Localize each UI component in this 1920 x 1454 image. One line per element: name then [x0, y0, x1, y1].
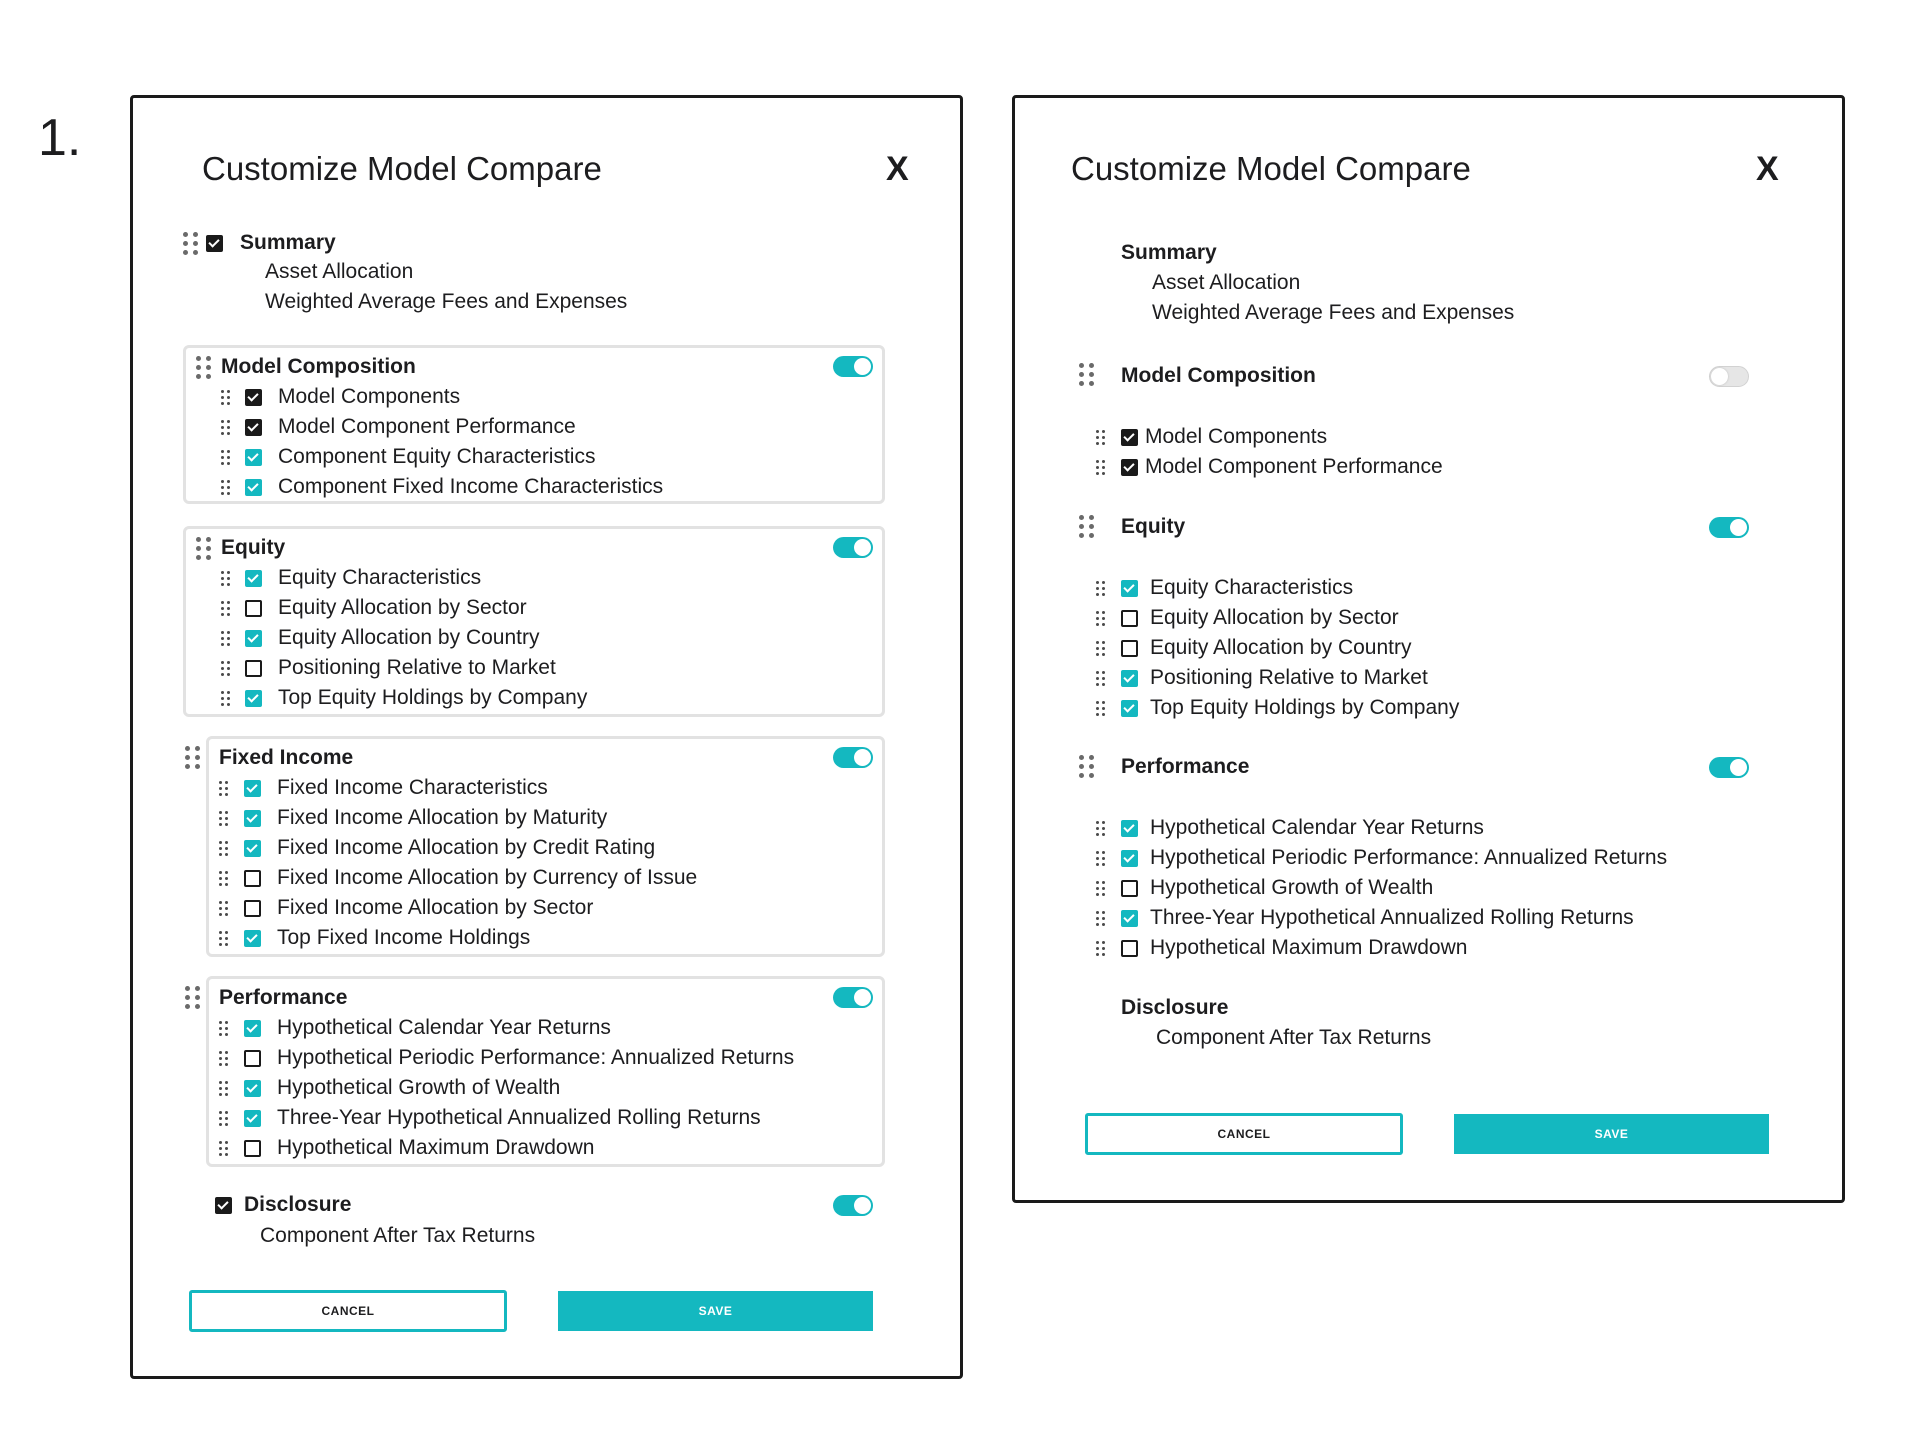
section-label-disclosure: Disclosure: [1121, 996, 1229, 1019]
section-label-disclosure: Disclosure: [244, 1193, 352, 1216]
dialog-title: Customize Model Compare: [202, 150, 602, 187]
drag-handle-icon[interactable]: [196, 356, 211, 379]
checkbox[interactable]: [1121, 429, 1138, 446]
checkbox[interactable]: [245, 389, 262, 406]
disclosure-toggle[interactable]: [833, 1195, 873, 1216]
drag-handle-icon[interactable]: [221, 480, 230, 495]
option-label: Three-Year Hypothetical Annualized Rolling Returns: [277, 1106, 761, 1129]
summary-item: Asset Allocation: [265, 260, 414, 283]
drag-handle-icon[interactable]: [219, 781, 228, 796]
option-label: Top Equity Holdings by Company: [278, 686, 588, 709]
drag-handle-icon[interactable]: [221, 691, 230, 706]
drag-handle-icon[interactable]: [221, 601, 230, 616]
dialog-title: Customize Model Compare: [1071, 150, 1471, 187]
performance-toggle[interactable]: [833, 987, 873, 1008]
drag-handle-icon[interactable]: [219, 931, 228, 946]
checkbox[interactable]: [244, 780, 261, 797]
drag-handle-icon[interactable]: [1096, 581, 1105, 596]
checkbox[interactable]: [1121, 459, 1138, 476]
option-label: Hypothetical Maximum Drawdown: [1150, 936, 1468, 959]
drag-handle-icon[interactable]: [219, 1141, 228, 1156]
option-label: Equity Characteristics: [278, 566, 482, 589]
drag-handle-icon[interactable]: [1096, 611, 1105, 626]
drag-handle-icon[interactable]: [221, 661, 230, 676]
drag-handle-icon[interactable]: [219, 1021, 228, 1036]
close-icon[interactable]: X: [1756, 150, 1779, 188]
drag-handle-icon[interactable]: [1096, 460, 1105, 475]
checkbox[interactable]: [244, 1020, 261, 1037]
option-label: Fixed Income Allocation by Maturity: [277, 806, 608, 829]
save-button[interactable]: SAVE: [558, 1291, 873, 1331]
option-label: Fixed Income Allocation by Credit Rating: [277, 836, 656, 859]
drag-handle-icon[interactable]: [1096, 911, 1105, 926]
option-label: Model Component Performance: [1145, 455, 1443, 478]
checkbox[interactable]: [245, 660, 262, 677]
drag-handle-icon[interactable]: [185, 746, 200, 769]
disclosure-item: Component After Tax Returns: [1156, 1026, 1432, 1049]
checkbox[interactable]: [245, 419, 262, 436]
checkbox[interactable]: [1121, 910, 1138, 927]
section-label-model-composition: Model Composition: [1121, 364, 1316, 387]
checkbox[interactable]: [244, 1140, 261, 1157]
group-performance: [206, 976, 885, 1167]
checkbox[interactable]: [1121, 820, 1138, 837]
option-label: Hypothetical Periodic Performance: Annualized Returns: [1150, 846, 1668, 869]
group-fixed-income: [206, 736, 885, 957]
checkbox[interactable]: [244, 930, 261, 947]
checkbox[interactable]: [1121, 610, 1138, 627]
group-equity: [183, 526, 885, 717]
option-label: Three-Year Hypothetical Annualized Rolling Returns: [1150, 906, 1634, 929]
save-button[interactable]: SAVE: [1454, 1114, 1769, 1154]
option-label: Fixed Income Allocation by Sector: [277, 896, 594, 919]
drag-handle-icon[interactable]: [221, 420, 230, 435]
option-label: Hypothetical Growth of Wealth: [277, 1076, 561, 1099]
equity-toggle[interactable]: [1709, 517, 1749, 538]
drag-handle-icon[interactable]: [1096, 941, 1105, 956]
checkbox[interactable]: [244, 1110, 261, 1127]
drag-handle-icon[interactable]: [219, 871, 228, 886]
fixed-income-toggle[interactable]: [833, 747, 873, 768]
checkbox[interactable]: [245, 479, 262, 496]
option-label: Model Components: [278, 385, 461, 408]
checkbox[interactable]: [245, 600, 262, 617]
drag-handle-icon[interactable]: [1096, 430, 1105, 445]
checkbox[interactable]: [1121, 640, 1138, 657]
checkbox[interactable]: [1121, 670, 1138, 687]
section-label-equity: Equity: [221, 536, 286, 559]
checkbox[interactable]: [1121, 880, 1138, 897]
cancel-button[interactable]: CANCEL: [189, 1290, 507, 1332]
drag-handle-icon[interactable]: [219, 1081, 228, 1096]
option-label: Fixed Income Characteristics: [277, 776, 548, 799]
drag-handle-icon[interactable]: [1096, 881, 1105, 896]
option-label: Hypothetical Maximum Drawdown: [277, 1136, 595, 1159]
drag-handle-icon[interactable]: [1079, 515, 1094, 538]
option-label: Top Equity Holdings by Company: [1150, 696, 1460, 719]
disclosure-checkbox[interactable]: [215, 1197, 232, 1214]
customize-dialog-right: [1012, 95, 1845, 1203]
model-composition-toggle[interactable]: [1709, 366, 1749, 387]
drag-handle-icon[interactable]: [219, 1111, 228, 1126]
drag-handle-icon[interactable]: [1096, 821, 1105, 836]
option-label: Model Components: [1145, 425, 1328, 448]
drag-handle-icon[interactable]: [221, 631, 230, 646]
option-label: Model Component Performance: [278, 415, 576, 438]
checkbox[interactable]: [1121, 700, 1138, 717]
option-label: Equity Allocation by Sector: [1150, 606, 1399, 629]
disclosure-item: Component After Tax Returns: [260, 1224, 536, 1247]
customize-dialog-left: [130, 95, 963, 1379]
section-label-model-composition: Model Composition: [221, 355, 416, 378]
option-label: Equity Allocation by Sector: [278, 596, 527, 619]
summary-checkbox[interactable]: [206, 235, 223, 252]
group-model-composition: [183, 345, 885, 504]
option-label: Positioning Relative to Market: [1150, 666, 1428, 689]
option-label: Equity Allocation by Country: [1150, 636, 1412, 659]
drag-handle-icon[interactable]: [1096, 701, 1105, 716]
drag-handle-icon[interactable]: [221, 571, 230, 586]
step-number: 1.: [38, 109, 82, 167]
section-label-equity: Equity: [1121, 515, 1186, 538]
checkbox[interactable]: [245, 570, 262, 587]
drag-handle-icon[interactable]: [1096, 851, 1105, 866]
drag-handle-icon[interactable]: [221, 390, 230, 405]
checkbox[interactable]: [245, 630, 262, 647]
performance-toggle[interactable]: [1709, 757, 1749, 778]
section-label-summary: Summary: [240, 231, 336, 254]
checkbox[interactable]: [244, 1080, 261, 1097]
drag-handle-icon[interactable]: [196, 537, 211, 560]
close-icon[interactable]: X: [886, 150, 909, 188]
option-label: Component Equity Characteristics: [278, 445, 596, 468]
section-label-performance: Performance: [1121, 755, 1250, 778]
drag-handle-icon[interactable]: [221, 450, 230, 465]
checkbox[interactable]: [245, 449, 262, 466]
drag-handle-icon[interactable]: [219, 901, 228, 916]
option-label: Hypothetical Calendar Year Returns: [1150, 816, 1484, 839]
option-label: Positioning Relative to Market: [278, 656, 556, 679]
summary-item: Asset Allocation: [1152, 271, 1301, 294]
checkbox[interactable]: [244, 840, 261, 857]
drag-handle-icon[interactable]: [185, 986, 200, 1009]
option-label: Component Fixed Income Characteristics: [278, 475, 664, 498]
checkbox[interactable]: [244, 810, 261, 827]
checkbox[interactable]: [1121, 850, 1138, 867]
summary-item: Weighted Average Fees and Expenses: [265, 290, 628, 313]
checkbox[interactable]: [244, 1050, 261, 1067]
drag-handle-icon[interactable]: [219, 811, 228, 826]
drag-handle-icon[interactable]: [219, 1051, 228, 1066]
option-label: Hypothetical Periodic Performance: Annualized Returns: [277, 1046, 795, 1069]
option-label: Fixed Income Allocation by Currency of Issue: [277, 866, 698, 889]
drag-handle-icon[interactable]: [1096, 641, 1105, 656]
drag-handle-icon[interactable]: [1079, 755, 1094, 778]
drag-handle-icon[interactable]: [1096, 671, 1105, 686]
checkbox[interactable]: [1121, 580, 1138, 597]
checkbox[interactable]: [244, 900, 261, 917]
drag-handle-icon[interactable]: [1079, 363, 1094, 386]
option-label: Equity Characteristics: [1150, 576, 1354, 599]
equity-toggle[interactable]: [833, 537, 873, 558]
model-composition-toggle[interactable]: [833, 356, 873, 377]
option-label: Hypothetical Growth of Wealth: [1150, 876, 1434, 899]
drag-handle-icon[interactable]: [219, 841, 228, 856]
checkbox[interactable]: [245, 690, 262, 707]
checkbox[interactable]: [1121, 940, 1138, 957]
option-label: Hypothetical Calendar Year Returns: [277, 1016, 611, 1039]
checkbox[interactable]: [244, 870, 261, 887]
cancel-button[interactable]: CANCEL: [1085, 1113, 1403, 1155]
summary-item: Weighted Average Fees and Expenses: [1152, 301, 1515, 324]
section-label-fixed-income: Fixed Income: [219, 746, 354, 769]
drag-handle-icon[interactable]: [183, 232, 198, 255]
option-label: Equity Allocation by Country: [278, 626, 540, 649]
section-label-performance: Performance: [219, 986, 348, 1009]
option-label: Top Fixed Income Holdings: [277, 926, 531, 949]
section-label-summary: Summary: [1121, 241, 1217, 264]
